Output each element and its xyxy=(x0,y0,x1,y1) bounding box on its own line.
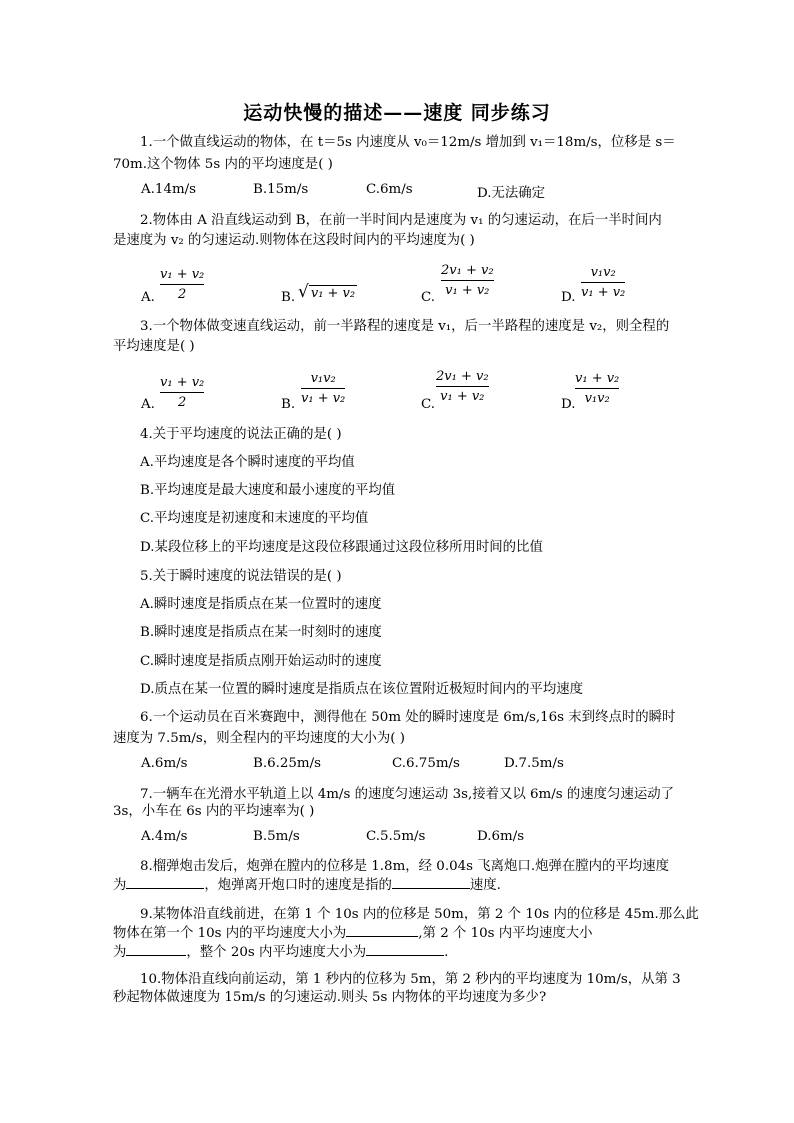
q9-answer-blank-2[interactable] xyxy=(126,941,186,956)
q2-option-b-sqrt xyxy=(298,282,357,302)
page-title: 运动快慢的描述——速度 同步练习 xyxy=(243,102,551,124)
q9-text-d: ，整个 20s 内平均速度大小为 xyxy=(186,945,367,960)
q7-stem-line2: 3s，小车在 6s 内的平均速率为( ) xyxy=(113,804,315,819)
q8-text-a: 为 xyxy=(113,878,127,893)
q4-option-c: C.平均速度是初速度和末速度的平均值 xyxy=(140,511,369,526)
q1-stem-line1: 1.一个做直线运动的物体，在 t＝5s 内速度从 v₀＝12m/s 增加到 v₁＝18m/s，位移是 s＝ xyxy=(140,135,676,150)
q2-option-b-label: B. xyxy=(281,290,296,305)
q9-answer-blank-1[interactable] xyxy=(346,922,418,937)
q2-stem-line2: 是速度为 v₂ 的匀速运动.则物体在这段时间内的平均速度为( ) xyxy=(113,233,475,248)
q1-option-b: B.15m/s xyxy=(253,182,309,197)
fraction-numerator: v₁v₂ xyxy=(310,371,336,386)
q9-answer-blank-3[interactable] xyxy=(366,941,444,956)
fraction-numerator: 2v₁ + v₂ xyxy=(436,369,489,384)
q1-option-c: C.6m/s xyxy=(366,182,413,197)
q2-option-c-fraction xyxy=(441,262,494,299)
q6-option-b: B.6.25m/s xyxy=(253,756,321,771)
q1-stem-line2: 70m.这个物体 5s 内的平均速度是( ) xyxy=(113,157,333,172)
sqrt-radicand: v₁ + v₂ xyxy=(310,286,356,301)
q3-option-d-label: D. xyxy=(561,397,576,412)
fraction-numerator: 2v₁ + v₂ xyxy=(441,263,494,278)
q7-option-c: C.5.5m/s xyxy=(366,829,426,844)
q6-option-d: D.7.5m/s xyxy=(504,756,564,771)
fraction-denominator: v₁ + v₂ xyxy=(440,389,485,404)
fraction-numerator: v₁ + v₂ xyxy=(160,267,205,282)
q6-option-a: A.6m/s xyxy=(141,756,188,771)
q3-stem-line2: 平均速度是( ) xyxy=(113,339,195,354)
fraction-denominator: 2 xyxy=(178,287,187,302)
fraction-denominator: v₁v₂ xyxy=(584,391,610,406)
fraction-denominator: 2 xyxy=(178,395,187,410)
q5-option-b: B.瞬时速度是指质点在某一时刻时的速度 xyxy=(140,625,382,640)
q6-stem-line2: 速度为 7.5m/s，则全程内的平均速度的大小为( ) xyxy=(113,731,405,746)
q2-option-d-label: D. xyxy=(561,290,576,305)
q5-stem: 5.关于瞬时速度的说法错误的是( ) xyxy=(140,569,342,584)
q9-text-b: ,第 2 个 10s 内平均速度大小 xyxy=(418,926,593,941)
q9-stem-line1: 9.某物体沿直线前进，在第 1 个 10s 内的位移是 50m，第 2 个 10s 内的位移是 45m.那么此 xyxy=(140,907,699,922)
q3-option-d-fraction xyxy=(575,370,619,407)
q4-option-b: B.平均速度是最大速度和最小速度的平均值 xyxy=(140,483,396,498)
q1-option-a: A.14m/s xyxy=(141,182,197,197)
fraction-denominator: v₁ + v₂ xyxy=(301,391,346,406)
q1-option-d: D.无法确定 xyxy=(477,186,546,201)
q2-stem-line1: 2.物体由 A 沿直线运动到 B，在前一半时间内是速度为 v₁ 的匀速运动，在后一半时间内 xyxy=(140,213,662,228)
q8-stem-line1: 8.榴弹炮击发后，炮弹在膛内的位移是 1.8m，经 0.04s 飞离炮口.炮弹在膛内的平均速度 xyxy=(140,859,669,874)
q3-option-a-label: A. xyxy=(141,397,155,412)
q8-text-c: 速度. xyxy=(469,878,501,893)
q3-option-b-fraction xyxy=(301,370,345,407)
fraction-numerator: v₁ + v₂ xyxy=(160,375,205,390)
q4-stem: 4.关于平均速度的说法正确的是( ) xyxy=(140,427,342,442)
q5-option-d: D.质点在某一位置的瞬时速度是指质点在该位置附近极短时间内的平均速度 xyxy=(140,682,584,697)
q3-option-c-label: C. xyxy=(421,397,436,412)
q7-option-d: D.6m/s xyxy=(477,829,525,844)
q8-answer-blank-2[interactable] xyxy=(392,874,470,889)
q9-text-e: . xyxy=(444,945,449,960)
sqrt-icon: √ xyxy=(298,282,309,302)
q4-option-d: D.某段位移上的平均速度是这段位移跟通过这段位移所用时间的比值 xyxy=(140,540,543,555)
q8-text-b: ，炮弹离开炮口时的速度是指的 xyxy=(204,878,392,893)
q2-option-d-fraction xyxy=(581,264,625,301)
q3-option-a-fraction xyxy=(160,374,204,411)
q7-option-b: B.5m/s xyxy=(253,829,300,844)
q2-option-a-label: A. xyxy=(141,290,155,305)
q8-stem-line2 xyxy=(113,874,683,897)
q10-stem-line2: 秒起物体做速度为 15m/s 的匀速运动.则头 5s 内物体的平均速度为多少? xyxy=(113,990,547,1005)
fraction-denominator: v₁ + v₂ xyxy=(581,285,626,300)
fraction-numerator: v₁ + v₂ xyxy=(575,371,620,386)
q5-option-a: A.瞬时速度是指质点在某一位置时的速度 xyxy=(140,597,382,612)
q3-option-c-fraction xyxy=(436,368,489,405)
q6-option-c: C.6.75m/s xyxy=(392,756,460,771)
q5-option-c: C.瞬时速度是指质点刚开始运动时的速度 xyxy=(140,654,382,669)
q9-text-a: 物体在第一个 10s 内的平均速度大小为 xyxy=(113,926,347,941)
fraction-numerator: v₁v₂ xyxy=(590,265,616,280)
q9-text-c: 为 xyxy=(113,945,127,960)
q7-option-a: A.4m/s xyxy=(141,829,188,844)
q7-stem-line1: 7.一辆车在光滑水平轨道上以 4m/s 的速度匀速运动 3s,接着又以 6m/s 的速度匀速运动了 xyxy=(140,787,675,802)
q8-answer-blank-1[interactable] xyxy=(126,874,204,889)
q3-stem-line1: 3.一个物体做变速直线运动，前一半路程的速度是 v₁，后一半路程的速度是 v₂，则全程的 xyxy=(140,319,670,334)
q9-stem-line3 xyxy=(113,941,683,964)
q3-option-b-label: B. xyxy=(281,397,296,412)
q2-option-c-label: C. xyxy=(421,290,436,305)
q10-stem-line1: 10.物体沿直线向前运动，第 1 秒内的位移为 5m，第 2 秒内的平均速度为 10m/s，从第 3 xyxy=(140,972,681,987)
q4-option-a: A.平均速度是各个瞬时速度的平均值 xyxy=(140,455,355,470)
fraction-denominator: v₁ + v₂ xyxy=(445,283,490,298)
q6-stem-line1: 6.一个运动员在百米赛跑中，测得他在 50m 处的瞬时速度是 6m/s,16s 末到终点时的瞬时 xyxy=(140,710,676,725)
q2-option-a-fraction xyxy=(160,266,204,303)
